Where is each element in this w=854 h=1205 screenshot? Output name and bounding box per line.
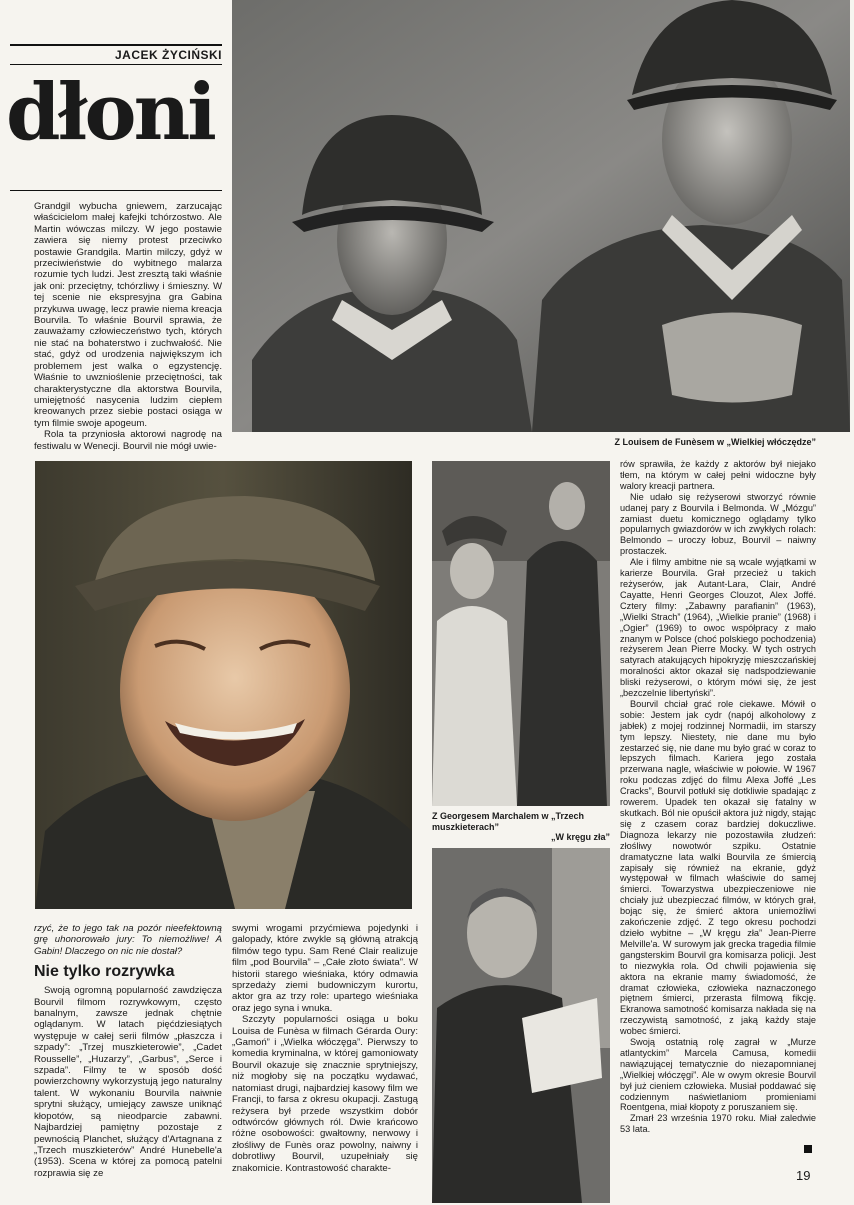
author-rule [10, 64, 222, 65]
top-photo-caption: Z Louisem de Funèsem w „Wielkiej włóczędze” [614, 437, 816, 447]
musketeers-still-photo [432, 461, 610, 806]
section-heading: Nie tylko rozrywka [34, 963, 175, 981]
paragraph: Swoją ostatnią rolę zagrał w „Murze atlantyckim” Marcela Camusa, komedii nawiązującej tematycznie do niezapomnianej „Wielkiej włóczęgi”. Ale w owym okresie Bourvil był już cieniem człowieka. Musiał poddawać się codziennym naświetlaniom promieniami Roentgena, miał kłopoty z poruszaniem się. [620, 1037, 816, 1113]
paragraph: Zmarł 23 września 1970 roku. Miał zaledwie 53 lata. [620, 1113, 816, 1135]
column-right [620, 459, 816, 1135]
paragraph: Swoją ogromną popularność zawdzięcza Bourvil filmom rozrywkowym, często banalnym, zawsze jednak chętnie oglądanym. W latach pięćdziesiątych występuje w całej serii filmów „płaszcza i szpady”: „Trzej muszkieterowie”, „Cadet Rousselle”, „Huzarzy”, „Garbus”, „Serce i szpada”. Filmy te w sposób dość powierzchowny wykorzystują jego naturalny talent. W wykonaniu Bourvila naiwnie sprytni służący, umiejący zawsze uniknąć kłopotów, są nieodparcie zabawni. Najbardziej pamiętny pozostaje z pewnością Planchet, służący d'Artagnana z „Trzech muszkieterów” André Hunebelle'a (1953). Scena w której za pomocą patelni rozprawia się ze [34, 985, 222, 1179]
headline: dłoni [6, 67, 214, 158]
end-mark [804, 1145, 812, 1153]
paragraph: rów sprawiła, że każdy z aktorów był niejako tłem, na którym w całej pełni widoczne były walory kreacji partnera. [620, 459, 816, 491]
column-bottom-left [34, 923, 222, 1179]
column-bottom-middle [232, 923, 418, 1174]
bourvil-portrait-photo [35, 461, 412, 909]
page-number: 19 [796, 1168, 811, 1183]
bottom-photo-caption: „W kręgu zła” [550, 832, 610, 842]
middle-photo-caption: Z Georgesem Marchalem w „Trzech muszkieterach” [432, 811, 585, 832]
paragraph: Szczyty popularności osiąga u boku Louisa de Funèsa w filmach Gérarda Oury: „Gamoń” i „Wielka włóczęga”. Pierwszy to komedia kryminalna, w której gamoniowaty Bourvil okazuje się znacznie sprytniejszy, niż mogłoby się na początku wydawać, natomiast drugi, najbardziej kasowy film we Francji, to farsa z okresu okupacji. Zastugą reżysera był przede wszystkim dobór odtwórców głównych ról. Dwie krańcowo różne osobowości: gwałtowny, nerwowy i złośliwy de Funès oraz powolny, naiwny i dobrotliwy Bourvil, uzupełniały się znakomicie. Kontrastowość charakte- [232, 1014, 418, 1174]
paragraph: Grandgil wybucha gniewem, zarzucając właścicielom małej kafejki tchórzostwo. Ale Martin wówczas milczy. W jego postawie zawiera się niemy protest przeciwko postawie Grandgila. Martin milczy, gdyż w przeciwieństwie do wybitnego malarza rozumie tych ludzi. Jest zresztą taki właśnie jak oni: przeciętny, tchórzliwy i śmieszny. W tej scenie nie ekspresyjna gra Gabina przykuwa uwagę, lecz prawie niema kreacja Bourvila. To właśnie Bourvil sprawia, że zauważamy człowieczeństwo tych, których nie stać na bohaterstwo i zuchwałość. Nie stać, gdyż od urodzenia największym ich problemem jest walka o egzystencję. Właśnie to uwznioślenie przeciętności, tak charakterystyczne dla aktorstwa Bourvila, umiejętność nasycenia ludzim ciepłem kreowanych przez siebie postaci osiąga w tym filmie swoje apogeum. [34, 201, 222, 429]
column-top-left [34, 201, 222, 452]
paragraph: rzyć, że to jego tak na pozór nieefektowną grę uhonorowało jury: To niemożliwe! A Gabin! Dlaczego on nic nie dostał? [34, 923, 222, 957]
top-rule [10, 44, 222, 46]
paragraph: Ale i filmy ambitne nie są wcale wyjątkami w karierze Bourvila. Grał przecież u takich reżyserów, jak Autant-Lara, Clair, André Cayatte, Henri Georges Clouzot, Alex Joffé. Cztery filmy: „Zabawny parafianin” (1963), „Wielki Strach” (1964), „Wielkie pranie” (1968) i „Ogier” (1969) to owoc współpracy z mało znanym w Polsce (choć polskiego pochodzenia) reżyserem Jean Pierre Mocky. W tych ostrych satyrach atakujących hipokryzję mieszczańskiej moralności aktor okazał się nadspodziewanie bliski reżyserowi, o którym mówi się, że jest „bezczelnie libertyński”. [620, 557, 816, 699]
paragraph: Rola ta przyniosła aktorowi nagrodę na festiwalu w Wenecji. Bourvil nie mógł uwie- [34, 429, 222, 452]
paragraph: swymi wrogami przyćmiewa pojedynki i galopady, które zwykle są główną atrakcją filmów tego typu. Sam René Clair realizuje film „pod Bourvila” – „Całe złoto świata”. W historii starego wieśniaka, który odmawia sprzedaży ziemi budowniczym kurortu, aktor gra az trzy role: upartego wieśniaka oraz jego syna i wnuka. [232, 923, 418, 1014]
paragraph: Bourvil chciał grać role ciekawe. Mówił o sobie: Jestem jak cydr (napój alkoholowy z jabłek) z mojej rodzinnej Normadii, im starszy tym lepszy. Niestety, nie dane mu było zestarzeć się, nie dane mu było grać w coraz to lepszych filmach. Kariera jego została przerwana nagle, właściwie w połowie. W 1967 roku podczas zdjęć do filmu Alexa Joffé „Les Cracks”, Bourvil potłukł się dotkliwie spadając z rowerem. Upadek ten okazał się fatalny w skutkach. Ból nie opuścił aktora już nigdy, stając się z czasem coraz bardziej dokuczliwe. Diagnoza lekarzy nie pozostawiła złudzeń: złośliwy nowotwór szpiku. Ostatnie dramatyczne lata walki Bourvila ze śmiercią zapisały się również na ekranie, gdyż występował w filmach właściwie do samej śmierci. Towarzystwa ubezpieczeniowe nie chciały już ubezpieczać filmów, w których grał, bojąc się, że śmierć aktora uniemożliwi zakończenie zdjęć. Z tego okresu pochodzi dzieło wybitne – „W kręgu zła” Jean-Pierre Melville'a. W surowym jak grecka tragedia filmie gangsterskim Bourvil gra komisarza policji. Jest to niezwykła rola. Od chwili pojawienia się aktora na ekranie mamy świadomość, że dramat człowieka, człowieka naznaczonego piętnem śmierci, przerasta filmową fikcję. Ekranowa samotność komisarza nakłada się na rzeczywistą samotność, z jaką każdy staje wobec śmierci. [620, 698, 816, 1037]
author-byline: JACEK ŻYCIŃSKI [114, 48, 222, 62]
headline-rule [10, 190, 222, 191]
two-soldiers-photo [232, 0, 850, 432]
paragraph: Nie udało się reżyserowi stworzyć równie udanej pary z Bourvila i Belmonda. W „Mózgu” zamiast duetu komicznego oglądamy tylko popularnych gwiazdorów w ich zwykłych rolach: Belmondo – uroczy łobuz, Bourvil – naiwny prostaczek. [620, 491, 816, 557]
w-kregu-zla-still-photo [432, 848, 610, 1203]
